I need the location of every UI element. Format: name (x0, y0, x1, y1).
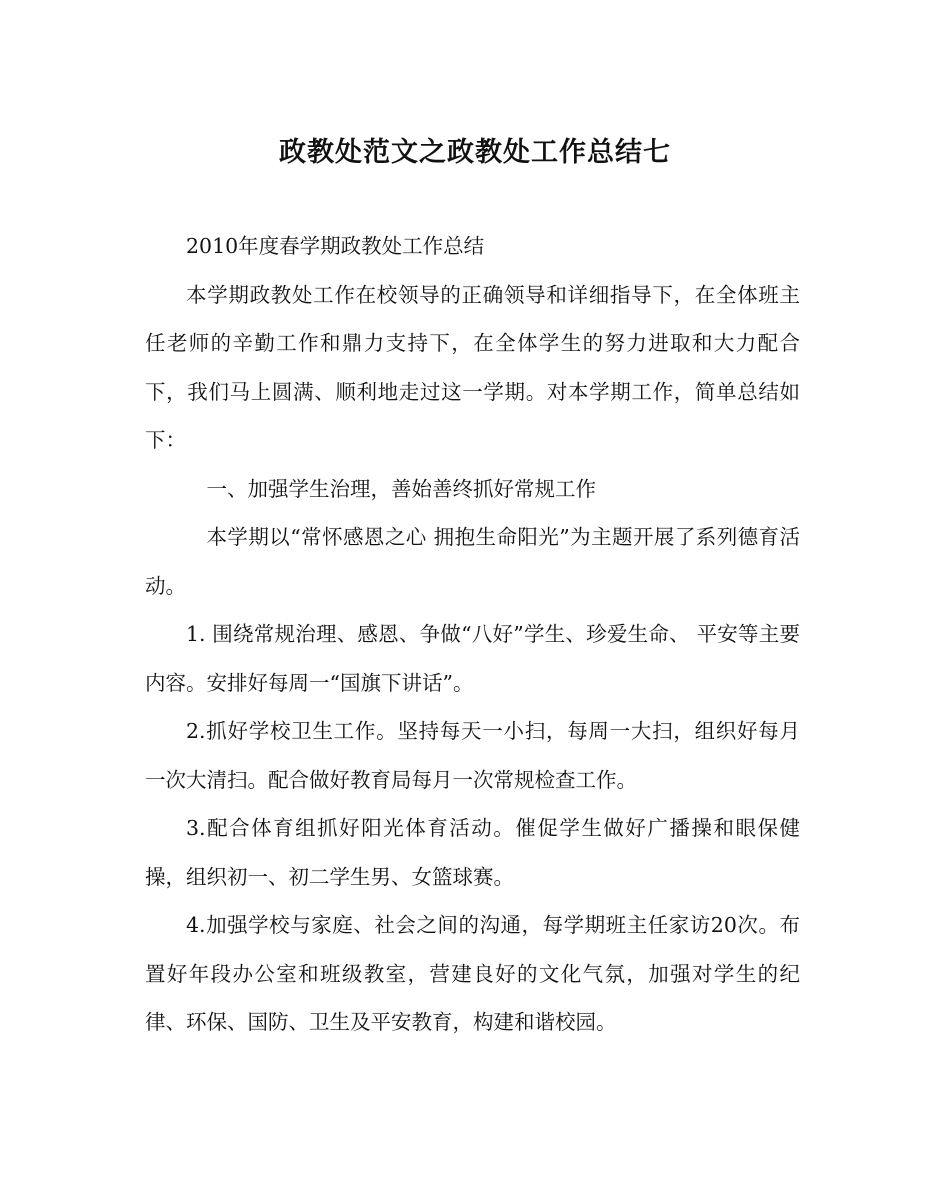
list-item-2: 2.抓好学校卫生工作。坚持每天一小扫，每周一大扫，组织好每月一次大清扫。配合做好教育局每月一次常规检查工作。 (145, 719, 800, 792)
paragraph-intro: 本学期政教处工作在校领导的正确领导和详细指导下，在全体班主任老师的辛勤工作和鼎力支持下，在全体学生的努力进取和大力配合下，我们马上圆满、顺利地走过这一学期。对本学期工作，简单总结如下： (145, 282, 800, 452)
document-body (145, 222, 800, 1047)
list-item-4: 4.加强学校与家庭、社会之间的沟通，每学期班主任家访20次。布置好年段办公室和班级教室，营建良好的文化气氛，加强对学生的纪律、环保、国防、卫生及平安教育，构建和谐校园。 (145, 913, 800, 1034)
paragraph-subtitle: 2010年度春学期政教处工作总结 (186, 234, 485, 258)
list-item-1: 1. 围绕常规治理、感恩、争做“八好”学生、珍爱生命、 平安等主要内容。安排好每周一“国旗下讲话”。 (145, 622, 800, 695)
section-heading: 一、加强学生治理，善始善终抓好常规工作 (206, 476, 596, 501)
paragraph-theme: 本学期以“常怀感恩之心 拥抱生命阳光”为主题开展了系列德育活动。 (145, 525, 800, 598)
list-item-3: 3.配合体育组抓好阳光体育活动。催促学生做好广播操和眼保健操，组织初一、初二学生男、女篮球赛。 (145, 816, 800, 889)
document-title: 政教处范文之政教处工作总结七 (279, 137, 671, 168)
